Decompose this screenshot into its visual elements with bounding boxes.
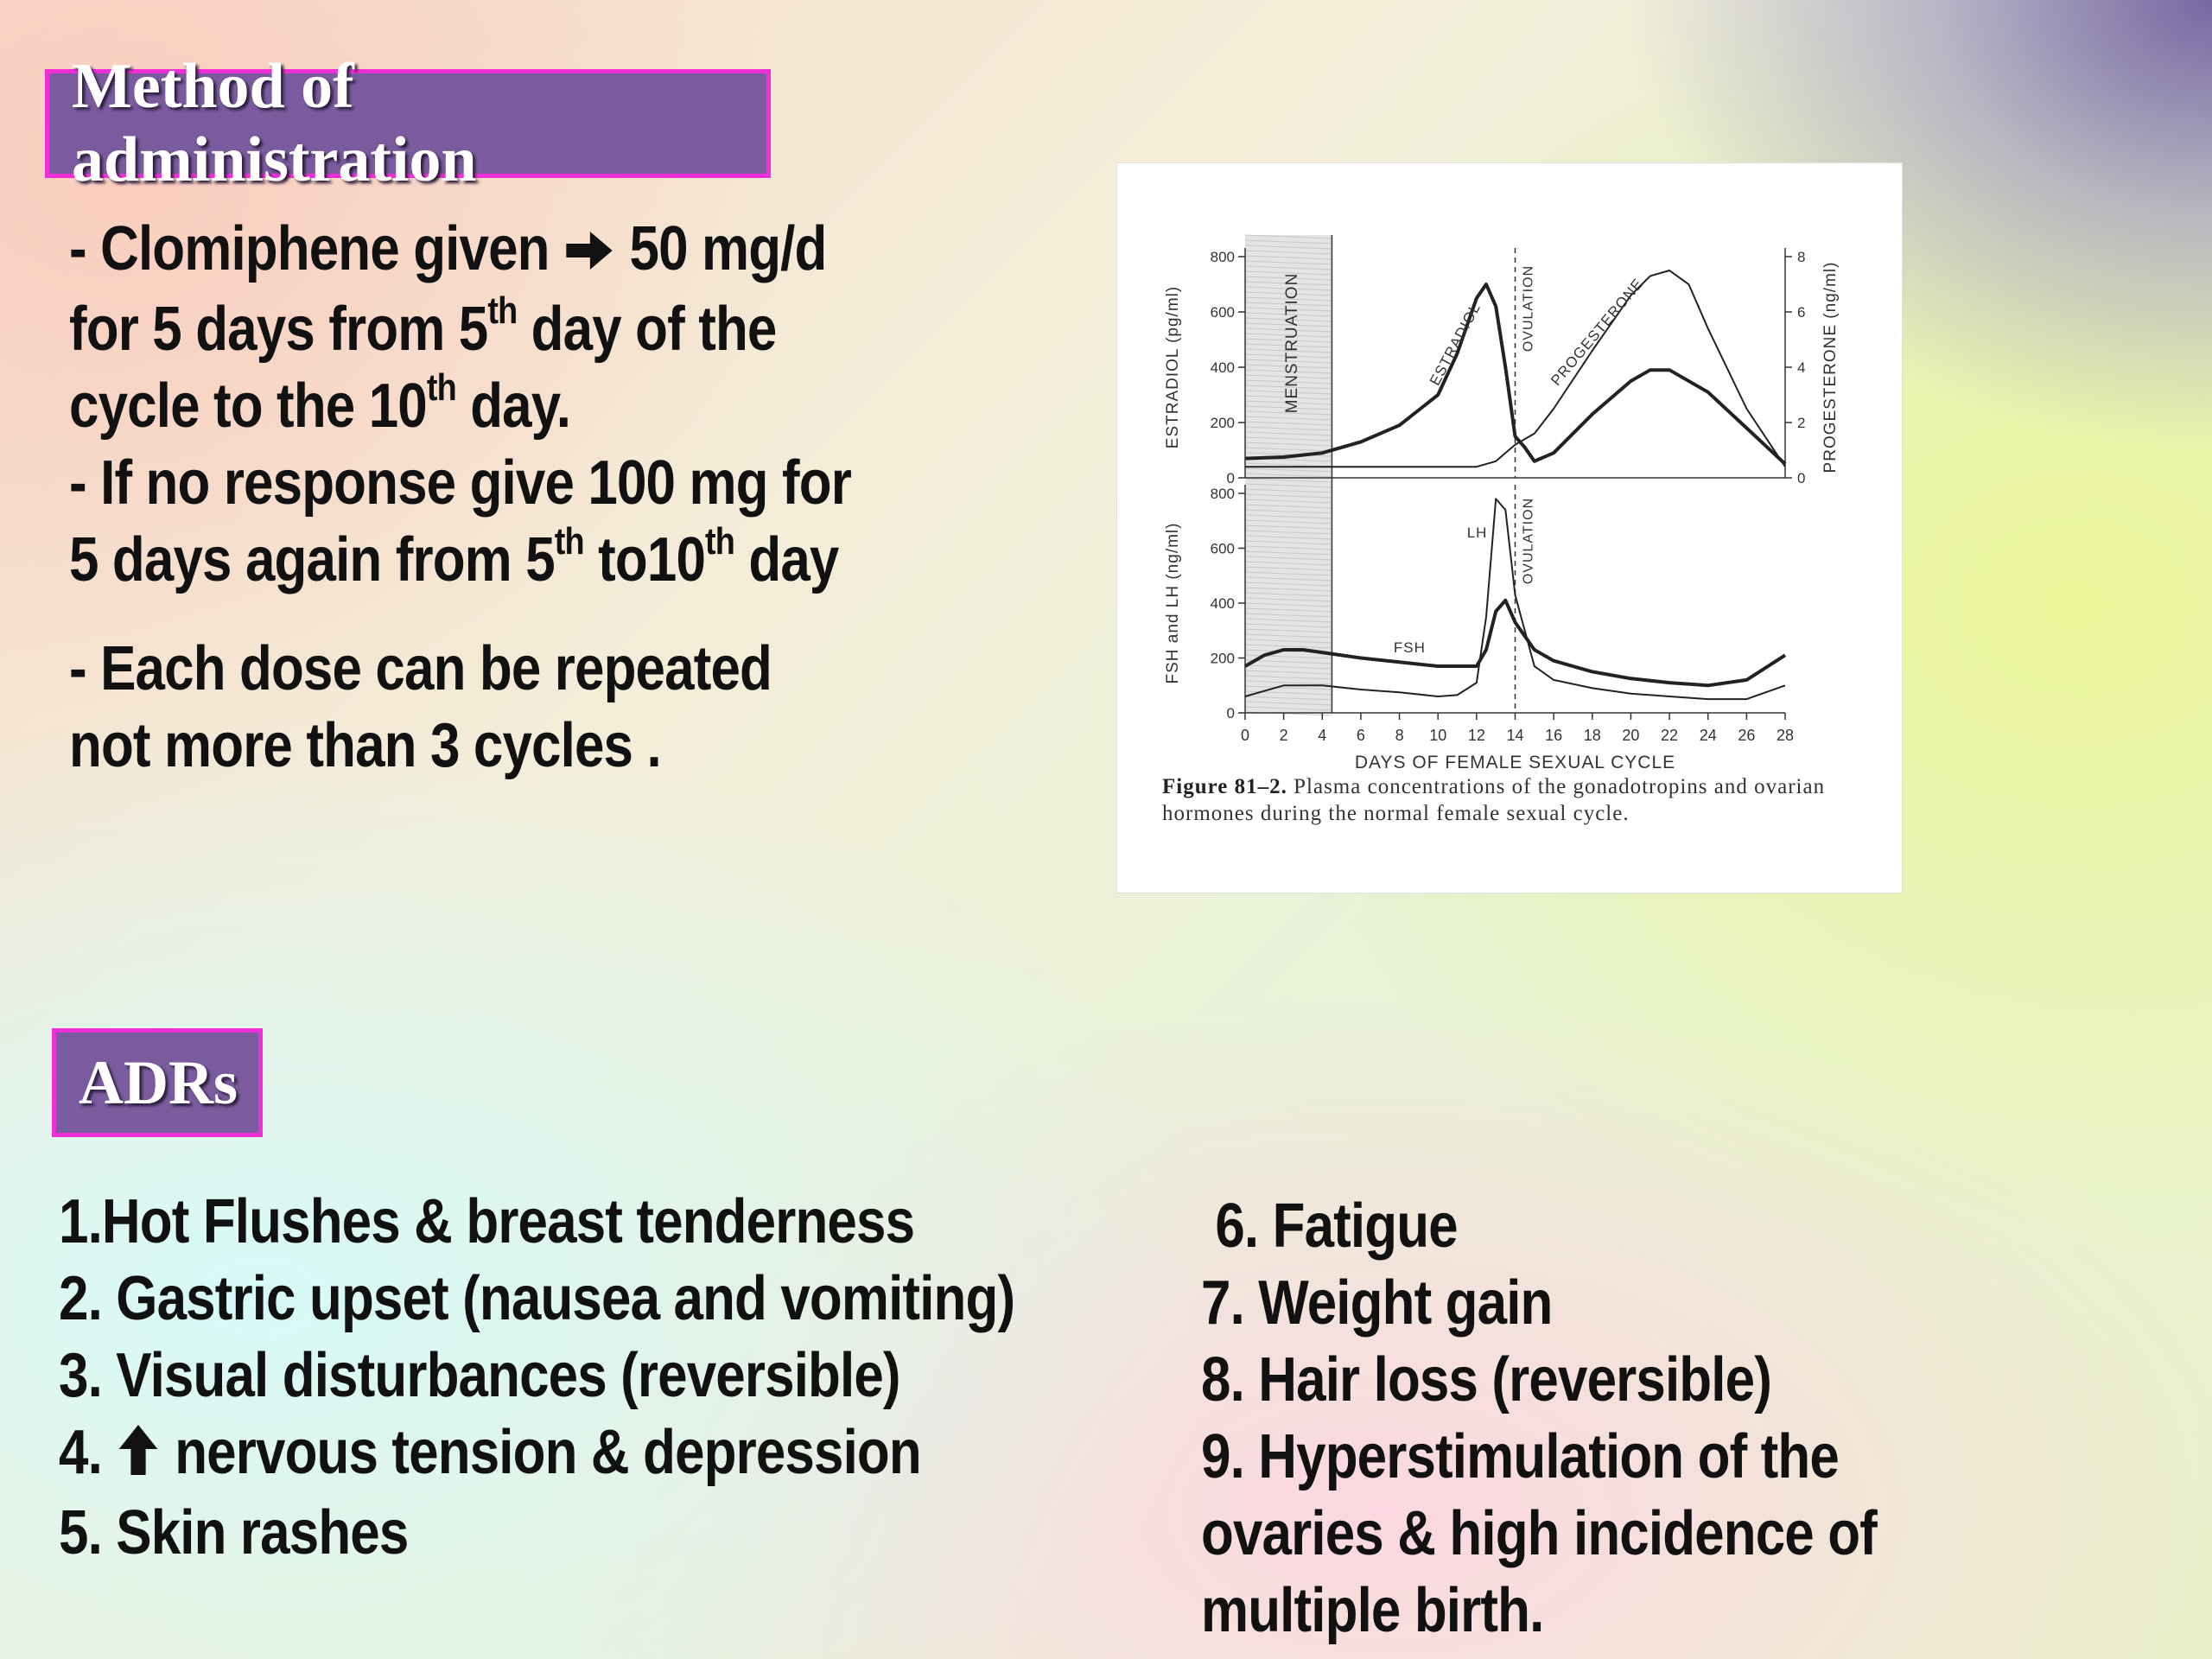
- figure-caption: [1162, 773, 1879, 827]
- x-tick-label: 10: [1429, 727, 1447, 744]
- repeat-line-1: - Each dose can be repeated: [69, 634, 772, 703]
- y2-tick-label: 2: [1797, 415, 1806, 431]
- adr-item-9: 9. Hyperstimulation of the: [1201, 1422, 1839, 1491]
- y-tick-label: 800: [1210, 249, 1235, 265]
- x-tick-label: 16: [1545, 727, 1563, 744]
- x-tick-label: 6: [1356, 727, 1365, 744]
- adr-item-8: 8. Hair loss (reversible): [1201, 1345, 1771, 1414]
- repeat-line-2: not more than 3 cycles .: [69, 711, 661, 780]
- ovulation-label: OVULATION: [1521, 264, 1536, 353]
- y-tick-label: 600: [1210, 540, 1235, 557]
- x-tick-label: 20: [1622, 727, 1640, 744]
- adrs-right-list: [1201, 1188, 1877, 1649]
- y-axis-label: ESTRADIOL (pg/ml): [1164, 285, 1182, 449]
- y-tick-label: 200: [1210, 415, 1235, 431]
- ovulation-label: OVULATION: [1521, 497, 1536, 585]
- y2-tick-label: 8: [1797, 249, 1806, 265]
- y-tick-label: 400: [1210, 359, 1235, 376]
- y-tick-label: 0: [1226, 470, 1235, 486]
- x-tick-label: 24: [1699, 727, 1717, 744]
- adr-item-1: 1.Hot Flushes & breast tenderness: [59, 1187, 915, 1256]
- y-tick-label: 200: [1210, 650, 1235, 667]
- figure-caption-label: Figure 81–2.: [1162, 775, 1287, 798]
- adrs-left-list: [59, 1184, 1014, 1572]
- adr-item-4: 4. nervous tension & depression: [59, 1414, 1014, 1495]
- x-tick-label: 2: [1279, 727, 1288, 744]
- x-tick-label: 12: [1467, 727, 1485, 744]
- y-axis-label: FSH and LH (ng/ml): [1164, 522, 1182, 684]
- fsh-label: FSH: [1393, 639, 1426, 657]
- method-line-1: - Clomiphene given 50 mg/d: [69, 211, 851, 291]
- section-header-adrs-text: ADRs: [79, 1047, 238, 1117]
- arrow-up-icon: [116, 1418, 161, 1495]
- hormone-figure: [1116, 162, 1903, 893]
- figure-caption-text: Plasma concentrations of the gonadotropins and ovarian hormones during the normal female sexual cycle.: [1162, 775, 1826, 825]
- y-tick-label: 800: [1210, 486, 1235, 502]
- repeat-text: [69, 631, 772, 785]
- method-line-2: for 5 days from 5th day of the: [69, 289, 777, 365]
- section-header-method-text: Method of administration: [72, 51, 477, 195]
- x-tick-label: 18: [1583, 727, 1601, 744]
- y2-axis-label: PROGESTERONE (ng/ml): [1821, 261, 1840, 474]
- estradiol-label: ESTRADIOL: [1426, 300, 1484, 389]
- x-tick-label: 8: [1395, 727, 1404, 744]
- x-tick-label: 28: [1776, 727, 1795, 744]
- adr-item-7: 7. Weight gain: [1201, 1268, 1553, 1338]
- x-tick-label: 22: [1661, 727, 1679, 744]
- y2-tick-label: 0: [1797, 470, 1806, 486]
- section-header-adrs: [52, 1028, 263, 1137]
- menstruation-label: MENSTRUATION: [1283, 272, 1302, 414]
- x-tick-label: 0: [1240, 727, 1250, 744]
- y2-tick-label: 4: [1797, 359, 1806, 376]
- method-text: [69, 211, 851, 599]
- adr-item-5: 5. Skin rashes: [59, 1498, 409, 1568]
- progesterone-label: PROGESTERONE: [1548, 275, 1647, 389]
- lh-label: LH: [1466, 524, 1488, 541]
- x-tick-label: 14: [1506, 727, 1524, 744]
- adr-item-2: 2. Gastric upset (nausea and vomiting): [59, 1264, 1015, 1333]
- y-tick-label: 600: [1210, 304, 1235, 321]
- method-line-4: - If no response give 100 mg for: [69, 448, 851, 518]
- x-axis-label: DAYS OF FEMALE SEXUAL CYCLE: [1354, 753, 1676, 768]
- adr-item-3: 3. Visual disturbances (reversible): [59, 1341, 900, 1410]
- y2-tick-label: 6: [1797, 304, 1806, 321]
- y-tick-label: 400: [1210, 595, 1235, 612]
- section-header-method: [45, 51, 771, 195]
- x-tick-label: 4: [1318, 727, 1327, 744]
- y-tick-label: 0: [1226, 705, 1235, 721]
- x-tick-label: 26: [1738, 727, 1756, 744]
- adr-item-6: 6. Fatigue: [1201, 1192, 1458, 1261]
- hormone-chart: [1117, 163, 1902, 768]
- method-line-3: cycle to the 10th day.: [69, 366, 571, 442]
- adr-item-9-cont: ovaries & high incidence of: [1201, 1499, 1877, 1568]
- arrow-right-icon: [563, 214, 615, 291]
- method-line-5: 5 days again from 5th to10th day: [69, 520, 839, 595]
- adr-item-9-cont-2: multiple birth.: [1201, 1576, 1544, 1645]
